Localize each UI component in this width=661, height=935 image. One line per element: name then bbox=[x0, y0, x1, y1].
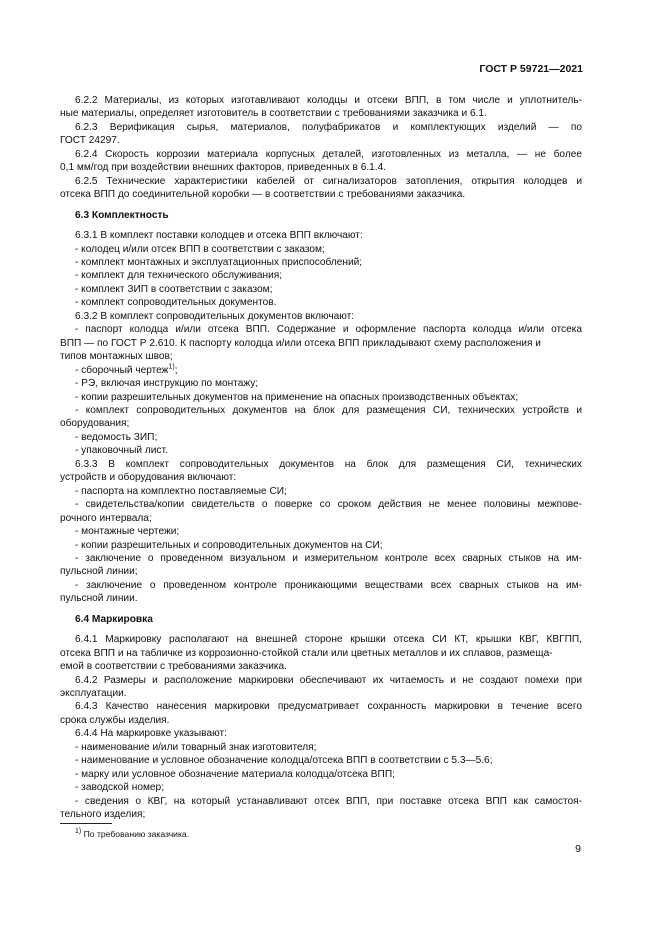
paragraph-6-2-5-line2: отсека ВПП до соединительной коробки — в соответствии с требованиями заказчика. bbox=[60, 189, 466, 201]
document-body bbox=[60, 94, 582, 822]
list-item-kvg-info-line1: - сведения о КВГ, на который устанавливают отсек ВПП, при поставке отсека ВПП как самостоя- bbox=[75, 795, 582, 807]
list-item-visual-control-line2: пульсной линии; bbox=[60, 566, 138, 578]
list-item: - наименование и/или товарный знак изготовителя; bbox=[75, 741, 317, 753]
list-item: - паспорта на комплектно поставляемые СИ; bbox=[75, 485, 287, 497]
paragraph-6-4-3-line1: 6.4.3 Качество нанесения маркировки предусматривает сохранность маркировки в течение всего bbox=[75, 701, 582, 713]
footnote bbox=[75, 829, 189, 840]
paragraph-6-4-1-line1: 6.4.1 Маркировку располагают на внешней стороне крышки отсека СИ КТ, крышки КВГ, КВГПП, bbox=[75, 634, 582, 646]
footnote-separator bbox=[60, 823, 112, 824]
list-item-si-docs-line2: оборудования; bbox=[60, 418, 130, 430]
list-item-passport-line1: - паспорт колодца и/или отсека ВПП. Содержание и оформление паспорта колодца и/или отсека bbox=[75, 324, 582, 336]
list-item: - марку или условное обозначение материала колодца/отсека ВПП; bbox=[75, 768, 395, 780]
list-item-visual-control-line1: - заключение о проведенном визуальном и измерительном контроле всех сварных стыков на им- bbox=[75, 552, 582, 564]
paragraph-6-3-3-line1: 6.3.3 В комплект сопроводительных документов на блок для размещения СИ, технических bbox=[75, 458, 582, 470]
list-item-assembly-drawing bbox=[60, 364, 582, 377]
list-item-penetrant-control-line2: пульсной линии. bbox=[60, 593, 138, 605]
footnote-mark: 1) bbox=[75, 828, 82, 836]
paragraph-6-4-2-line2: эксплуатации. bbox=[60, 688, 127, 700]
list-item-passport-line3: типов монтажных швов; bbox=[60, 351, 173, 363]
paragraph-6-4-1-line3: емой в соответствии с требованиями заказчика. bbox=[60, 661, 287, 673]
list-item-text: - сборочный чертеж bbox=[75, 364, 169, 376]
list-item: - наименование и условное обозначение колодца/отсека ВПП в соответствии с 5.3—5.6; bbox=[75, 755, 493, 767]
paragraph-6-2-5-line1: 6.2.5 Технические характеристики кабелей от сигнализаторов затопления, открытия колодцев и bbox=[75, 175, 582, 187]
section-heading-6-3: 6.3 Комплектность bbox=[75, 209, 169, 221]
list-item-certificates-line1: - свидетельства/копии свидетельств о поверке со сроком действия не менее половины межпове- bbox=[75, 499, 582, 511]
section-heading-6-4: 6.4 Маркировка bbox=[75, 613, 153, 625]
list-item: - заводской номер; bbox=[75, 782, 165, 794]
list-item-penetrant-control-line1: - заключение о проведенном контроле проникающими веществами всех сварных стыков на им- bbox=[75, 579, 582, 591]
paragraph-6-3-2: 6.3.2 В комплект сопроводительных документов включают: bbox=[75, 310, 355, 322]
paragraph-6-4-1-line2: отсека ВПП и на табличке из коррозионно-стойкой стали или цветных металлов и их сплавов, размеща- bbox=[60, 647, 553, 659]
list-item: - копии разрешительных и сопроводительных документов на СИ; bbox=[75, 539, 383, 551]
list-item-kvg-info-line2: тельного изделия; bbox=[60, 809, 146, 821]
list-item: - колодец и/или отсек ВПП в соответствии с заказом; bbox=[75, 243, 325, 255]
list-item: - комплект монтажных и эксплуатационных приспособлений; bbox=[75, 256, 363, 268]
list-item: - монтажные чертежи; bbox=[75, 526, 180, 538]
list-item: - комплект для технического обслуживания; bbox=[75, 270, 283, 282]
footnote-text: По требованию заказчика. bbox=[83, 829, 190, 839]
paragraph-6-2-4-line2: 0,1 мм/год при воздействии внешних факторов, приведенных в 6.1.4. bbox=[60, 162, 387, 174]
paragraph-6-3-1: 6.3.1 В комплект поставки колодцев и отсека ВПП включают: bbox=[75, 230, 363, 242]
list-item-certificates-line2: рочного интервала; bbox=[60, 512, 152, 524]
paragraph-6-4-2-line1: 6.4.2 Размеры и расположение маркировки обеспечивают их читаемость и не создают помехи при bbox=[75, 674, 582, 686]
list-item-passport-line2: ВПП — по ГОСТ Р 2.610. К паспорту колодца и/или отсека ВПП прикладывают схему расположения и bbox=[60, 337, 541, 349]
document-header: ГОСТ Р 59721—2021 bbox=[479, 63, 583, 75]
list-item: - копии разрешительных документов на применение на опасных производственных объектах; bbox=[75, 391, 519, 403]
paragraph-6-2-3-line2: ГОСТ 24297. bbox=[60, 135, 120, 147]
page-number: 9 bbox=[575, 843, 581, 855]
list-item: - упаковочный лист. bbox=[75, 445, 168, 457]
list-item: - ведомость ЗИП; bbox=[75, 431, 158, 443]
paragraph-6-3-3-line2: устройств и оборудования включают: bbox=[60, 472, 237, 484]
paragraph-6-2-2-line2: ные материалы, определяет изготовитель в соответствии с требованиями заказчика и 6.1. bbox=[60, 108, 487, 120]
list-item: - РЭ, включая инструкцию по монтажу; bbox=[75, 378, 259, 390]
paragraph-6-4-4: 6.4.4 На маркировке указывают: bbox=[75, 728, 227, 740]
paragraph-6-4-3-line2: срока службы изделия. bbox=[60, 714, 170, 726]
footnote-reference[interactable]: 1) bbox=[168, 363, 175, 371]
paragraph-6-2-3-line1: 6.2.3 Верификация сырья, материалов, полуфабрикатов и комплектующих изделий — по bbox=[75, 121, 582, 133]
list-item: - комплект ЗИП в соответствии с заказом; bbox=[75, 283, 273, 295]
paragraph-6-2-4-line1: 6.2.4 Скорость коррозии материала корпусных деталей, изготовленных из металла, — не более bbox=[75, 148, 582, 160]
list-item-punct: ; bbox=[174, 364, 178, 376]
list-item: - комплект сопроводительных документов. bbox=[75, 297, 277, 309]
list-item-si-docs-line1: - комплект сопроводительных документов на блок для размещения СИ, технических устройств и bbox=[75, 404, 582, 416]
paragraph-6-2-2-line1: 6.2.2 Материалы, из которых изготавливают колодцы и отсеки ВПП, в том числе и уплотнитель- bbox=[75, 95, 582, 106]
